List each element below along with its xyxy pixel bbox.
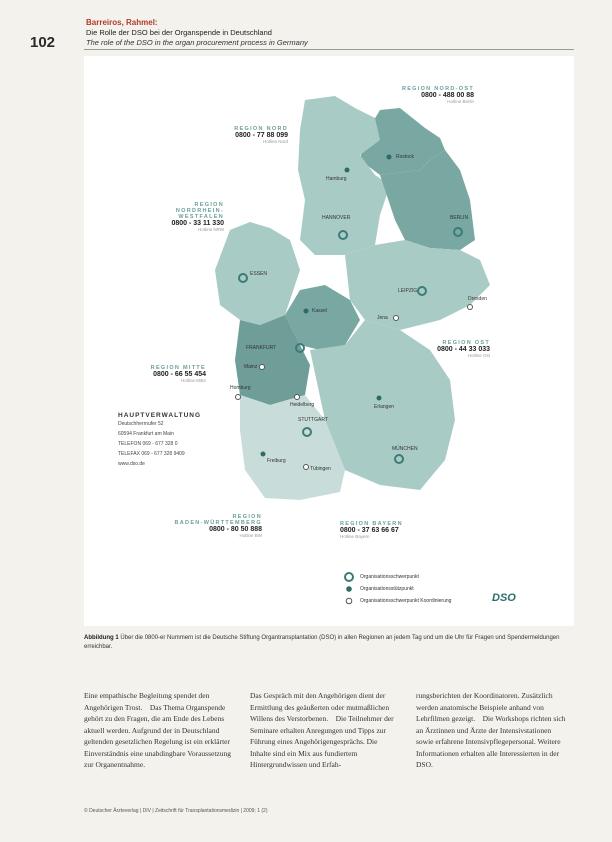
city-label: ESSEN (250, 271, 267, 277)
hq-line: TELEFON 069 - 677 328 0 (118, 441, 178, 447)
region-bw-label: REGION BADEN-WÜRTTEMBERG 0800 - 80 50 888 Hotline BW (174, 514, 262, 538)
city-label: FRANKFURT (246, 345, 277, 351)
city-label: Erlangen (374, 404, 395, 410)
body-column-1: Eine empathische Begleitung spendet den Angehörigen Trost. Das Thema Organspende gehört zu den Fragen, die am Ende des Lebens aktuell werden. Aufgrund der in Deutschland geltenden gesetzlichen Regelung ist ein erklärter Einverständnis eine unabdingbare Voraussetzung zur Organentnahme. (84, 691, 231, 769)
legend-markers (345, 573, 353, 604)
hq-line: Deutschherrnufer 52 (118, 421, 164, 427)
city-label: Mainz (244, 364, 258, 370)
legend-label: Organisationsstützpunkt (360, 586, 414, 592)
legend-stuetzpunkt-icon (346, 586, 352, 592)
page-number: 102 (30, 34, 56, 51)
caption-label: Abbildung 1 (84, 635, 119, 641)
city-label: Dresden (468, 296, 487, 302)
article-title-de: Die Rolle der DSO bei der Organspende in Deutschland (86, 28, 272, 37)
region-ost-label: REGION OST 0800 - 44 33 033 Hotline Ost (437, 340, 490, 358)
article-authors: Barreiros, Rahmel: (86, 18, 158, 27)
article-title-en: The role of the DSO in the organ procurement process in Germany (86, 38, 308, 47)
dso-logo: DSO (492, 592, 516, 604)
region-nrw-label: REGION NORDRHEIN- WESTFALEN 0800 - 33 11 330 Hotline NRW (171, 202, 224, 232)
city-label: Kassel (312, 308, 328, 314)
region-ost-shape (345, 240, 490, 330)
city-label: Heidelberg (290, 402, 315, 408)
region-nord-label: REGION NORD 0800 - 77 88 099 Hotline Nord (234, 126, 288, 144)
region-bayern-label: REGION BAYERN 0800 - 37 63 66 67 Hotline Bayern (340, 521, 403, 539)
legend-koordinierung-icon (346, 598, 352, 604)
city-label: Tübingen (310, 466, 331, 472)
page-footer: © Deutscher Ärzteverlag | DIV | Zeitschrift für Transplantationsmedizin | 2009; 1 (2) (84, 808, 268, 814)
hq-website-link[interactable]: www.dso.de (118, 461, 145, 467)
hq-line: 60594 Frankfurt am Main (118, 431, 174, 437)
city-label: Hamburg (326, 176, 347, 182)
region-mitte-label: REGION MITTE 0800 - 66 55 454 Hotline Mitte (150, 365, 206, 383)
body-column-2: Das Gespräch mit den Angehörigen dient der Ermittlung des geäußerten oder mutmaßlichen Willens des Verstorbenen. Die Teilnehmer der Seminare erhalten Anregungen und Tipps zur Führung eines Angehörigengesprächs. Die Inhalte sind ein Mix aus fundiertem Hintergrundwissen und Erfah- (250, 691, 394, 769)
body-column-3: rungsberichten der Koordinatoren. Zusätzlich werden anatomische Beispiele anhand von Lehrfilmen gezeigt. Die Workshops richten sich an Ärztinnen und Ärzte der Intensivstationen sowie erfahrene Intensivpflegepersonal. Weitere Informationen erhalten alle Interessierten in der DSO. (416, 691, 566, 769)
figure-caption (84, 634, 574, 652)
city-label: Freiburg (267, 458, 286, 464)
hq-line: TELEFAX 069 - 677 328 9409 (118, 451, 185, 457)
legend-schwerpunkt-icon (345, 573, 353, 581)
hq-title: HAUPTVERWALTUNG (118, 412, 202, 419)
hq-block (118, 412, 238, 469)
city-label: Jena (377, 315, 388, 321)
city-label: LEIPZIG (398, 288, 418, 294)
legend-label: Organisationsschwerpunkt (360, 574, 419, 580)
city-label: HANNOVER (322, 215, 351, 221)
city-label: Homburg (230, 385, 251, 391)
legend-label: Organisationsschwerpunkt Koordinierung (360, 598, 452, 604)
city-label: STUTTGART (298, 417, 328, 423)
city-label: BERLIN (450, 215, 469, 221)
city-label: MÜNCHEN (392, 446, 418, 452)
city-label: Rostock (396, 154, 415, 160)
region-nord-ost-label: REGION NORD-OST 0800 - 488 00 88 Hotline Berlin (401, 86, 474, 104)
caption-text: Über die 0800-er Nummern ist die Deutsche Stiftung Organtransplantation (DSO) in allen Regionen an jedem Tag und um die Uhr für Fragen und Spendermeldungen erreichbar. (84, 635, 560, 650)
